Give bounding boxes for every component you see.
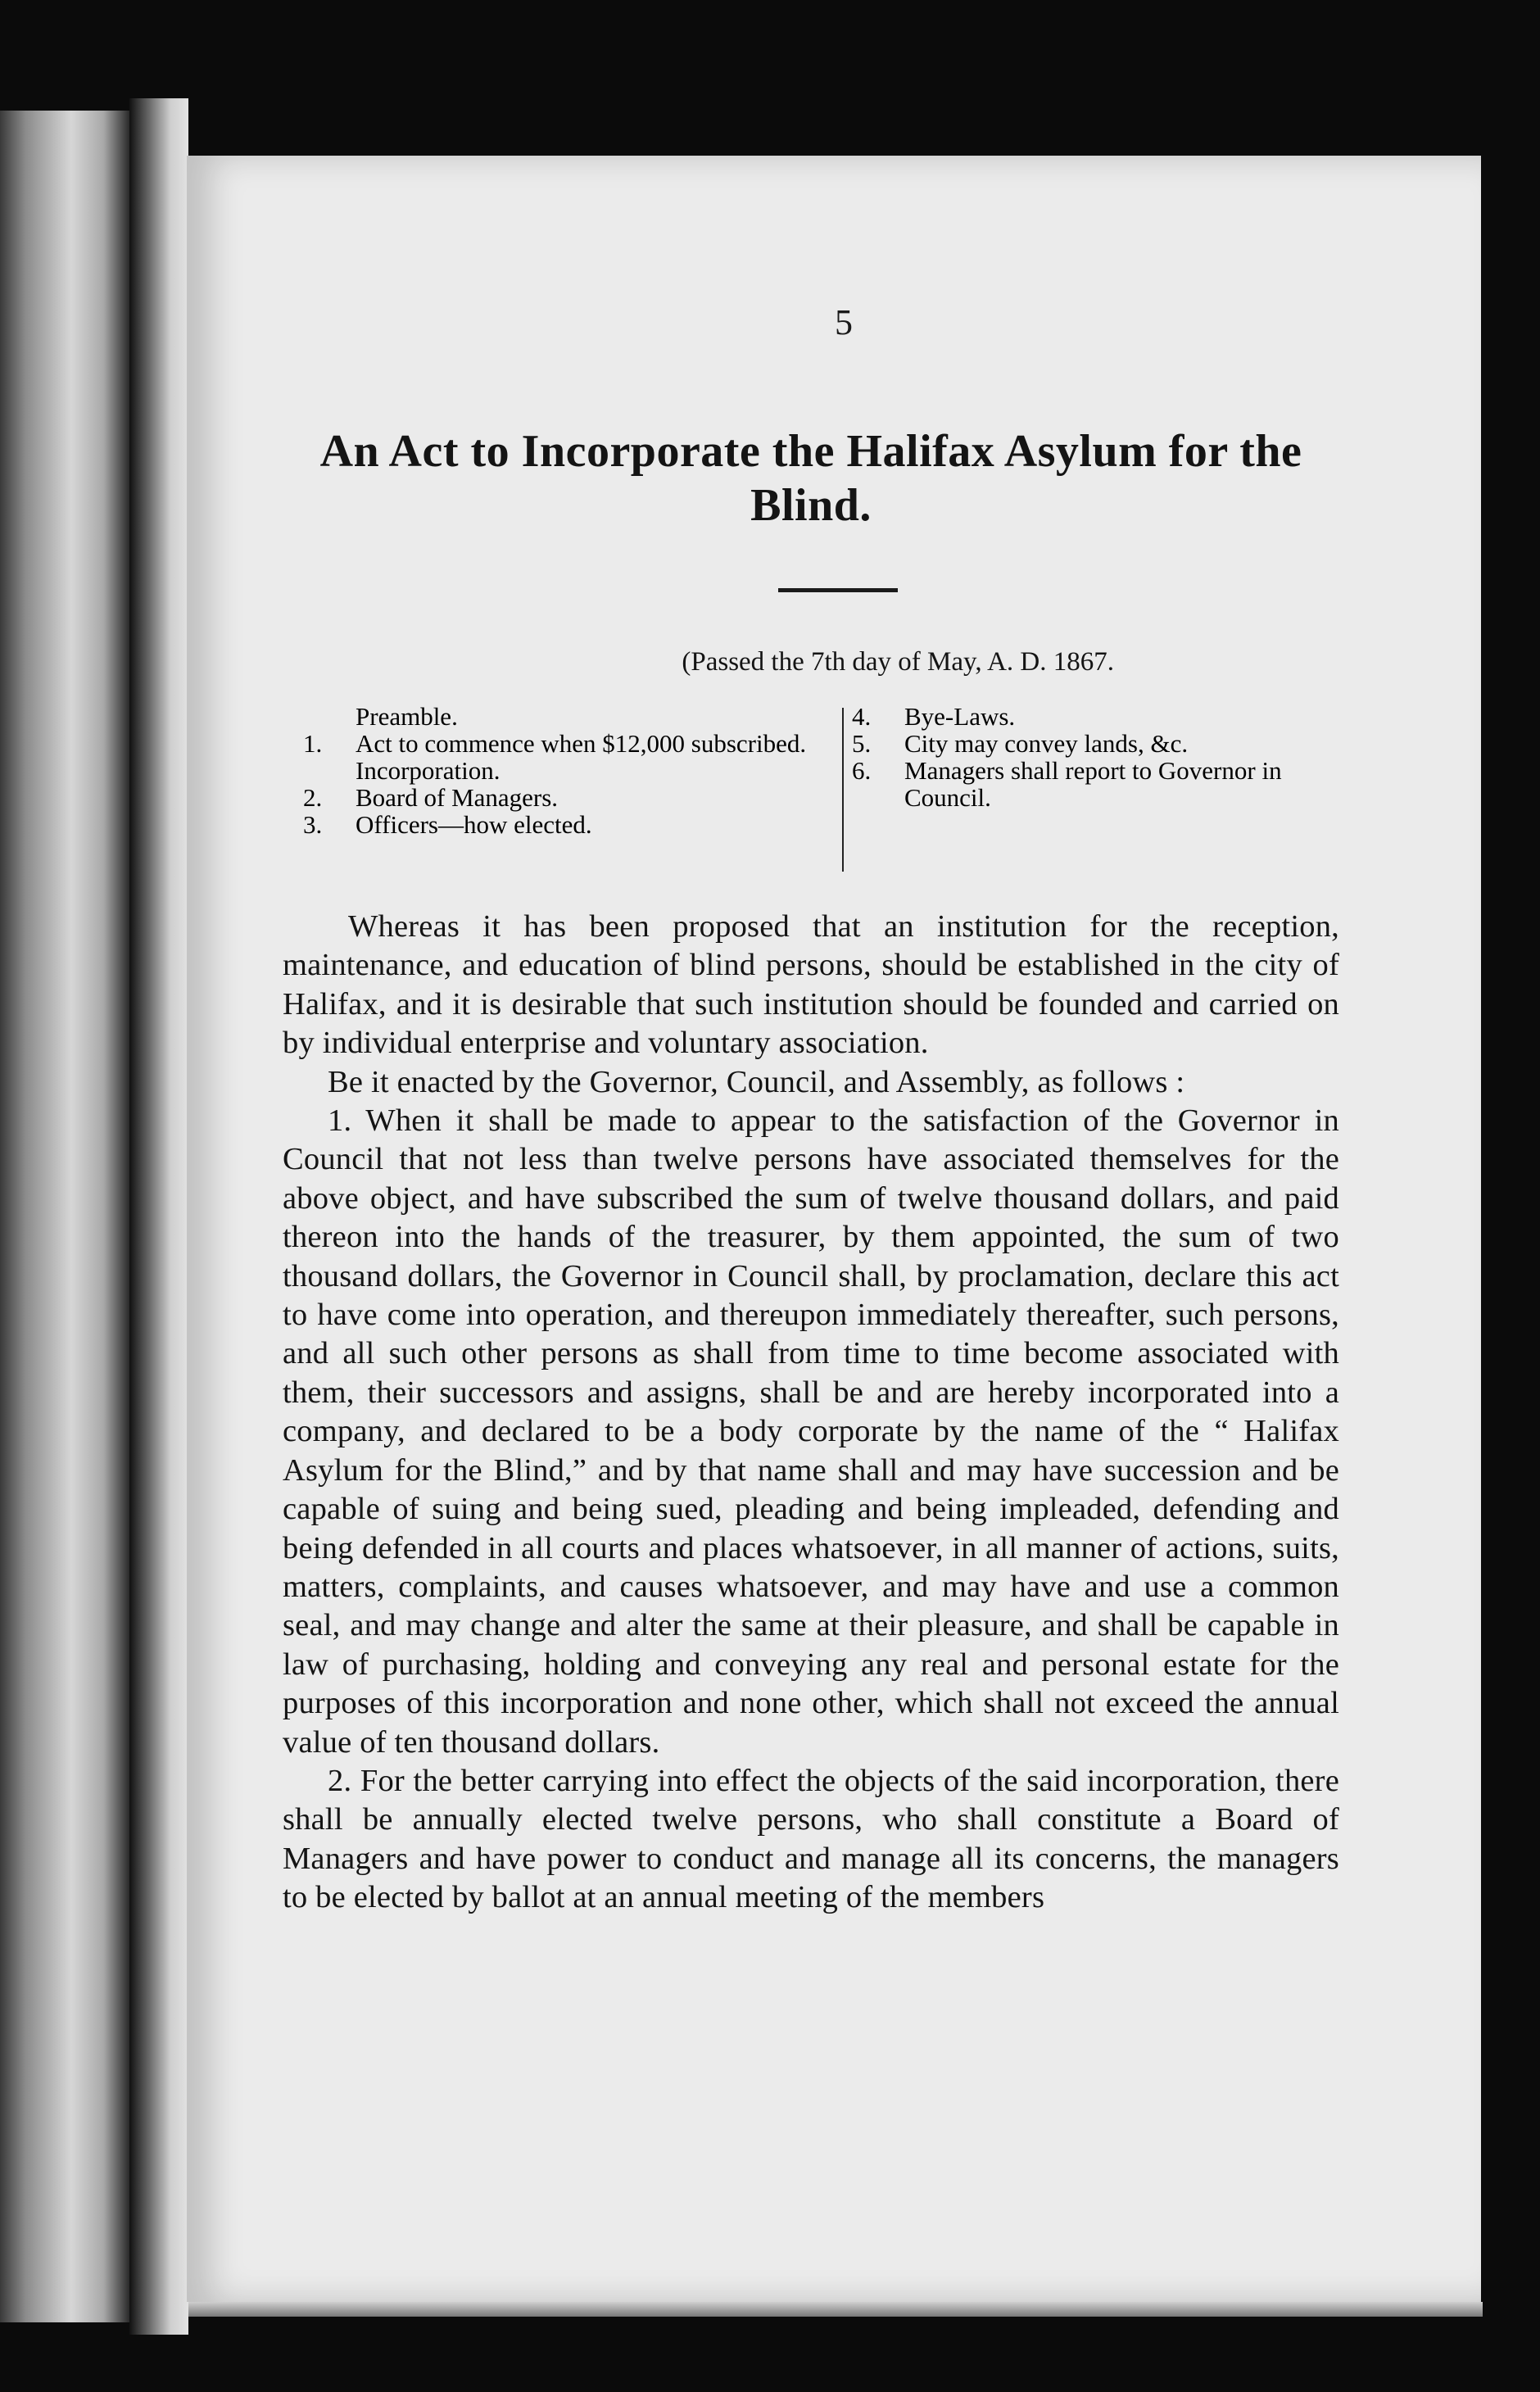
enacting-clause: Be it enacted by the Governor, Council, and Assembly, as follows : bbox=[328, 1064, 1185, 1099]
contents-item-text: City may convey lands, &c. bbox=[904, 729, 1189, 758]
section-2-paragraph: 2. For the better carrying into effect the objects of the said incorporation, there shall be annually elected twelve persons, who shall constitute a Board of Managers and have power to conduct and manage all its concerns, the managers to be elected by ballot at an annual meeting of the members bbox=[283, 1763, 1339, 1915]
contents-item bbox=[303, 730, 827, 784]
book-spine bbox=[129, 98, 188, 2335]
contents-right-column bbox=[852, 703, 1360, 811]
contents-item bbox=[852, 730, 1360, 757]
contents-item-number: 3. bbox=[303, 810, 323, 839]
contents-item-text: Bye-Laws. bbox=[904, 702, 1016, 731]
passed-date: (Passed the 7th day of May, A. D. 1867. bbox=[682, 647, 1114, 677]
contents-item-number: 1. bbox=[303, 729, 323, 758]
contents-item-number: 6. bbox=[852, 756, 872, 785]
act-body bbox=[283, 908, 1339, 1918]
contents-item bbox=[303, 703, 827, 730]
contents-item-number: 5. bbox=[852, 729, 872, 758]
contents-item-text: Act to commence when $12,000 subscribed. Incorporation. bbox=[356, 729, 807, 785]
contents-item-text: Officers—how elected. bbox=[356, 810, 592, 839]
contents-item bbox=[852, 703, 1360, 730]
page-number: 5 bbox=[835, 302, 853, 342]
contents-item-number: 4. bbox=[852, 702, 872, 731]
contents-left-column bbox=[303, 703, 827, 838]
contents-item-number: 2. bbox=[303, 783, 323, 812]
contents-item-text: Preamble. bbox=[356, 702, 458, 731]
preamble-paragraph: Whereas it has been proposed that an institution for the reception, maintenance, and education of blind persons, should be established in the city of Halifax, and it is desirable that such institution should be founded and carried on by individual enterprise and voluntary association. bbox=[283, 909, 1339, 1061]
act-title: An Act to Incorporate the Halifax Asylum for the Blind. bbox=[319, 426, 1302, 531]
title-rule bbox=[778, 588, 898, 592]
page-bottom-edge bbox=[188, 2302, 1483, 2317]
section-1-paragraph: 1. When it shall be made to appear to the satisfaction of the Governor in Council that not less than twelve persons have associated themselves for the above object, and have subscribed the sum of twelve thousand dollars, and paid thereon into the hands of the treasurer, by them appointed, the sum of two thousand dollars, the Governor in Council shall, by proclamation, declare this act to have come into operation, and thereupon immediately thereafter, such persons, and all such other persons as shall from time to time become associated with them, their successors and assigns, shall be and are hereby incorporated into a company, and declared to be a body corporate by the name of the “ Halifax Asylum for the Blind,” and by that name shall and may have succession and be capable of suing and being sued, pleading and being impleaded, defending and being defended in all courts and places whatsoever, in all manner of actions, suits, matters, complaints, and causes whatsoever, and may have and use a common seal, and may change and alter the same at their pleasure, and shall be capable in law of purchasing, holding and conveying any real and personal estate for the purposes of this incorporation and none other, which shall not exceed the annual value of ten thousand dollars. bbox=[283, 1103, 1339, 1760]
contents-divider bbox=[842, 708, 844, 872]
contents-item-text: Board of Managers. bbox=[356, 783, 559, 812]
contents-item bbox=[303, 784, 827, 811]
contents-item-text: Managers shall report to Governor in Council. bbox=[904, 756, 1282, 812]
contents-item bbox=[852, 757, 1360, 811]
facing-page-edge bbox=[0, 111, 129, 2322]
contents-item bbox=[303, 811, 827, 838]
